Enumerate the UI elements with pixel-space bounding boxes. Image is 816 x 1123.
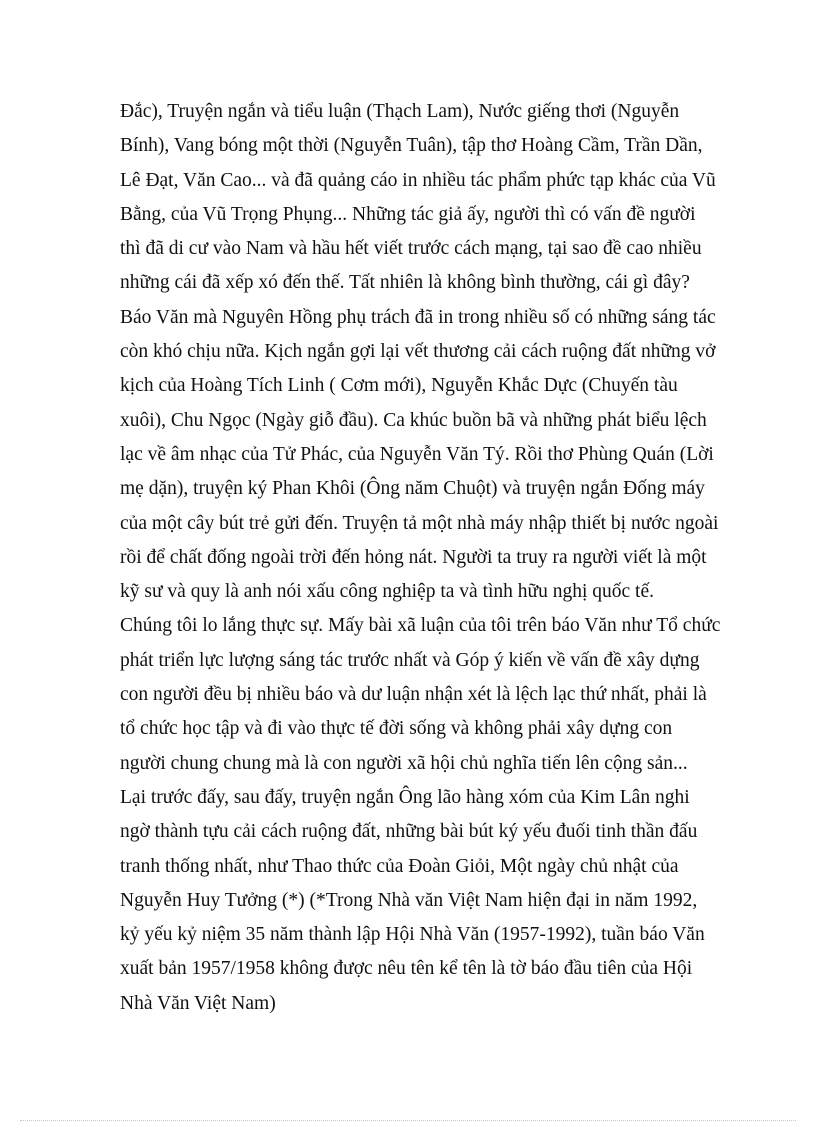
text-line: lạc về âm nhạc của Tử Phác, của Nguyễn Văn Tý. Rồi thơ Phùng Quán (Lời [120, 443, 714, 465]
text-line: Đắc), Truyện ngắn và tiểu luận (Thạch Lam), Nước giếng thơi (Nguyễn [120, 101, 680, 122]
text-line: Lại trước đấy, sau đấy, truyện ngắn Ông lão hàng xóm của Kim Lân nghi [120, 786, 690, 808]
text-line: Nguyễn Huy Tưởng (*) (*Trong Nhà văn Việt Nam hiện đại in năm 1992, [120, 889, 698, 911]
text-line: kỷ yếu kỷ niệm 35 năm thành lập Hội Nhà Văn (1957-1992), tuần báo Văn [120, 924, 705, 946]
body-text [120, 95, 721, 1021]
text-line: phát triển lực lượng sáng tác trước nhất và Góp ý kiến về vấn đề xây dựng [120, 649, 700, 671]
text-line: xuất bản 1957/1958 không được nêu tên kể tên là tờ báo đầu tiên của Hội [120, 958, 693, 980]
text-line: Bằng, của Vũ Trọng Phụng... Những tác giả ấy, người thì có vấn đề người [120, 203, 696, 225]
text-line: rồi để chất đống ngoài trời đến hỏng nát. Người ta truy ra người viết là một [120, 546, 707, 568]
text-line: kỹ sư và quy là anh nói xấu công nghiệp ta và tình hữu nghị quốc tế. [120, 581, 654, 603]
text-line: Nhà Văn Việt Nam) [120, 992, 276, 1014]
text-line: ngờ thành tựu cải cách ruộng đất, những bài bút ký yếu đuối tinh thần đấu [120, 821, 698, 843]
text-line: Chúng tôi lo lắng thực sự. Mấy bài xã luận của tôi trên báo Văn như Tổ chức [120, 615, 721, 637]
text-line: Bính), Vang bóng một thời (Nguyễn Tuân), tập thơ Hoàng Cầm, Trần Dần, [120, 135, 703, 157]
text-line: tranh thống nhất, như Thao thức của Đoàn Giỏi, Một ngày chủ nhật của [120, 855, 679, 877]
text-line: còn khó chịu nữa. Kịch ngắn gợi lại vết thương cải cách ruộng đất những vở [120, 341, 716, 363]
text-line: của một cây bút trẻ gửi đến. Truyện tả một nhà máy nhập thiết bị nước ngoài [120, 512, 719, 534]
text-line: mẹ dặn), truyện ký Phan Khôi (Ông năm Chuột) và truyện ngắn Đống máy [120, 478, 705, 500]
page-bottom-divider [20, 1120, 796, 1121]
text-line: người chung chung mà là con người xã hội chủ nghĩa tiến lên cộng sản... [120, 752, 688, 774]
text-line: Lê Đạt, Văn Cao... và đã quảng cáo in nhiều tác phẩm phức tạp khác của Vũ [120, 169, 716, 191]
text-line: kịch của Hoàng Tích Linh ( Cơm mới), Nguyễn Khắc Dực (Chuyến tàu [120, 375, 678, 397]
text-line: thì đã di cư vào Nam và hầu hết viết trước cách mạng, tại sao đề cao nhiều [120, 238, 702, 260]
text-line: con người đều bị nhiều báo và dư luận nhận xét là lệch lạc thứ nhất, phải là [120, 684, 707, 706]
text-line: những cái đã xếp xó đến thế. Tất nhiên là không bình thường, cái gì đây? [120, 272, 690, 294]
text-line: tổ chức học tập và đi vào thực tế đời sống và không phải xây dựng con [120, 718, 673, 740]
text-line: xuôi), Chu Ngọc (Ngày giỗ đầu). Ca khúc buồn bã và những phát biểu lệch [120, 409, 707, 431]
text-line: Báo Văn mà Nguyên Hồng phụ trách đã in trong nhiều số có những sáng tác [120, 306, 716, 328]
